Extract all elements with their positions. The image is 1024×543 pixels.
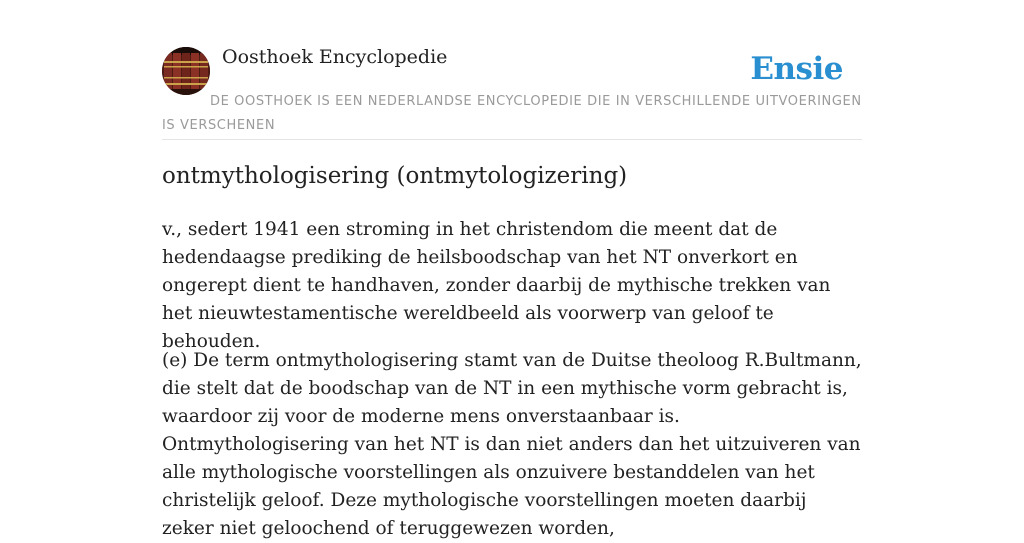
ensie-logo-link[interactable]: Ensie xyxy=(750,51,843,87)
article-title: ontmythologisering (ontmytologizering) xyxy=(162,163,628,189)
publication-name-link[interactable]: Oosthoek Encyclopedie xyxy=(222,46,448,68)
publication-avatar[interactable] xyxy=(162,47,210,95)
article-paragraph: v., sedert 1941 een stroming in het christendom die meent dat de hedendaagse prediking de heilsboodschap van het NT onverkort en ongerept dient te handhaven, zonder daarbij de mythische trekken van het nieuwtestamentische wereldbeeld als voorwerp van geloof te behouden. xyxy=(162,219,831,352)
book-spines-icon xyxy=(162,47,210,95)
page-content xyxy=(162,0,862,539)
publication-header xyxy=(162,0,862,140)
publication-tagline: DE OOSTHOEK IS EEN NEDERLANDSE ENCYCLOPEDIE DIE IN VERSCHILLENDE UITVOERINGEN IS VERSCHENEN xyxy=(162,94,862,133)
article-paragraph: (e) De term ontmythologisering stamt van de Duitse theoloog R.Bultmann, die stelt dat de boodschap van de NT in een mythische vorm gebracht is, waardoor zij voor de moderne mens onverstaanbaar is. Ontmythologisering van het NT is dan niet anders dan het uitzuiveren van alle mythologische voorstellingen als onzuivere bestanddelen van het christelijk geloof. Deze mythologische voorstellingen moeten daarbij zeker niet geloochend of teruggewezen worden, xyxy=(162,350,862,539)
